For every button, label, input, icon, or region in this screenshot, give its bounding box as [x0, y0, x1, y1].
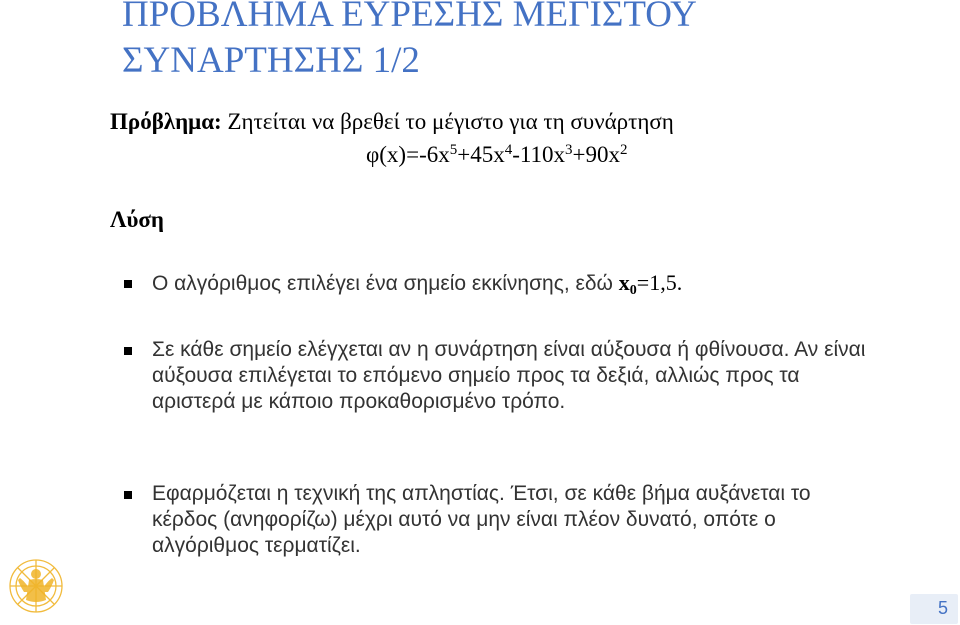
problem-text: Ζητείται να βρεθεί το μέγιστο για τη συνάρτηση — [221, 109, 674, 134]
solution-heading: Λύση — [110, 207, 164, 232]
start-variable — [618, 270, 637, 298]
square-bullet-icon — [124, 347, 132, 355]
bullet-item-start-point — [124, 270, 874, 297]
university-seal-icon — [0, 548, 70, 618]
slide-title-line-1: ΠΡΟΒΛΗΜΑ ΕΥΡΕΣΗΣ ΜΕΓΙΣΤΟΥ — [122, 0, 697, 35]
bullet-item-text: Εφαρμόζεται η τεχνική της απληστίας. Έτσι, σε κάθε βήμα αυξάνεται το κέρδος (ανηφορίζω) μέχρι αυτό να μην είναι πλέον δυνατό, οπότε ο αλγόριθμος τερματίζει. — [152, 482, 811, 557]
bullet-item-greedy-technique — [124, 481, 874, 559]
formula-exponent-1: 5 — [449, 142, 458, 158]
bullet-item-text: Σε κάθε σημείο ελέγχεται αν η συνάρτηση είναι αύξουσα ή φθίνουσα. Αν είναι αύξουσα επιλέγεται το επόμενο σημείο προς τα δεξιά, αλλιώς προς τα αριστερά με κάποιο προκαθορισμένο τρόπο. — [152, 338, 866, 413]
bullet-item-text — [152, 270, 874, 297]
start-variable-name: x — [618, 270, 630, 295]
page-number: 5 — [937, 598, 948, 618]
formula-term-3: -110x — [512, 142, 566, 167]
problem-statement — [110, 108, 674, 136]
formula-exponent-3: 3 — [565, 142, 573, 158]
square-bullet-icon — [124, 280, 132, 288]
formula-term-2: +45x — [457, 142, 505, 167]
function-formula — [366, 141, 628, 169]
slide-title — [122, 0, 697, 84]
bullet-text-start: Ο αλγόριθμος επιλέγει ένα σημείο εκκίνησης, εδώ — [152, 272, 619, 295]
bullet-item-direction-check — [124, 337, 874, 415]
problem-label: Πρόβλημα: — [110, 109, 222, 134]
slide-title-line-2: ΣΥΝΑΡΤΗΣΗΣ 1/2 — [122, 40, 420, 81]
formula-exponent-2: 4 — [504, 142, 513, 158]
formula-term-4: +90x — [572, 142, 621, 167]
page-number-badge — [910, 594, 958, 624]
start-value: =1,5. — [636, 270, 683, 295]
formula-exponent-4: 2 — [620, 142, 628, 158]
square-bullet-icon — [124, 491, 132, 499]
formula-term-1: φ(x)=-6x — [366, 142, 450, 167]
start-variable-subscript: 0 — [629, 283, 637, 298]
